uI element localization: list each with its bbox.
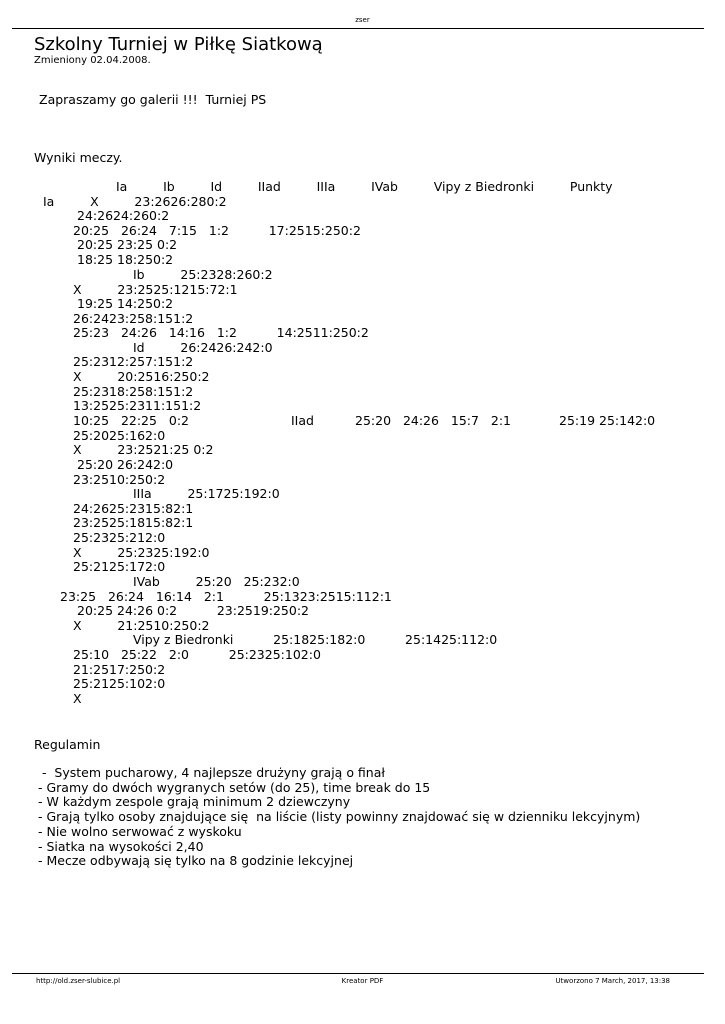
footer-url[interactable]: http://old.zser-slubice.pl bbox=[36, 977, 121, 985]
results-line: 25:19 25:142:0 bbox=[559, 413, 656, 428]
header-rule bbox=[12, 28, 704, 29]
results-line: 20:25 23:25 0:2 bbox=[77, 237, 178, 252]
results-heading: Wyniki meczy. bbox=[34, 150, 123, 165]
footer-rule bbox=[12, 973, 704, 974]
results-line: 24:2625:2315:82:1 bbox=[73, 501, 194, 516]
results-line: 20:25 24:26 0:2 23:2519:250:2 bbox=[77, 603, 310, 618]
results-line: 25:2325:212:0 bbox=[73, 530, 166, 545]
results-line: 10:25 22:25 0:2 bbox=[73, 413, 190, 428]
results-line: X 25:2325:192:0 bbox=[73, 545, 210, 560]
list-item: - Gramy do dwóch wygranych setów (do 25), time break do 15 bbox=[38, 779, 431, 795]
list-item: - System pucharowy, 4 najlepsze drużyny grają o finał bbox=[38, 765, 385, 780]
list-item: - Grają tylko osoby znajdujące się na liście (listy powinny znajdować się w dzienniku lekcyjnym) bbox=[38, 809, 641, 825]
site-label: zser bbox=[355, 16, 370, 24]
results-line: 25:10 25:22 2:0 25:2325:102:0 bbox=[73, 647, 321, 662]
results-line: X 23:2525:1215:72:1 bbox=[73, 282, 238, 297]
modified-date: Zmieniony 02.04.2008. bbox=[34, 55, 151, 66]
results-line: 23:2525:1815:82:1 bbox=[73, 515, 194, 530]
results-line: 25:2025:162:0 bbox=[73, 428, 166, 443]
results-line: Ia Ib Id IIad IIIa IVab Vipy z Biedronki Punkty bbox=[116, 179, 613, 194]
results-line: IVab 25:20 25:232:0 bbox=[133, 574, 300, 589]
results-line: 25:2125:102:0 bbox=[73, 676, 166, 691]
results-line: 25:20 24:26 15:7 2:1 bbox=[355, 413, 511, 428]
results-line: 24:2624:260:2 bbox=[77, 208, 170, 223]
regulations-list bbox=[38, 766, 640, 869]
results-line: 25:23 24:26 14:16 1:2 14:2511:250:2 bbox=[73, 325, 369, 340]
results-line: X 20:2516:250:2 bbox=[73, 369, 210, 384]
results-line: 13:2525:2311:151:2 bbox=[73, 398, 202, 413]
results-line: X 21:2510:250:2 bbox=[73, 618, 210, 633]
results-line: 25:2312:257:151:2 bbox=[73, 354, 194, 369]
footer-creator: Kreator PDF bbox=[341, 977, 384, 985]
gallery-link[interactable]: Zapraszamy go galerii !!! Turniej PS bbox=[39, 92, 267, 107]
results-line: X bbox=[73, 691, 82, 706]
results-line: 25:2318:258:151:2 bbox=[73, 384, 194, 399]
list-item: - Siatka na wysokości 2,40 bbox=[38, 838, 204, 854]
page-title: Szkolny Turniej w Piłkę Siatkową bbox=[34, 34, 323, 55]
results-line: IIIa 25:1725:192:0 bbox=[133, 486, 280, 501]
results-line: 26:2423:258:151:2 bbox=[73, 311, 194, 326]
list-item: - W każdym zespole grają minimum 2 dziewczyny bbox=[38, 794, 351, 810]
results-line: 23:25 26:24 16:14 2:1 25:1323:2515:112:1 bbox=[60, 589, 392, 604]
results-line: IIad bbox=[291, 413, 314, 428]
list-item: - Mecze odbywają się tylko na 8 godzinie lekcyjnej bbox=[38, 853, 354, 869]
results-line: X 23:2521:25 0:2 bbox=[73, 442, 214, 457]
results-line: 25:2125:172:0 bbox=[73, 559, 166, 574]
regulations-heading: Regulamin bbox=[34, 737, 101, 752]
results-line: Id 26:2426:242:0 bbox=[133, 340, 273, 355]
results-line: Vipy z Biedronki 25:1825:182:0 25:1425:112:0 bbox=[133, 632, 498, 647]
results-line: Ib 25:2328:260:2 bbox=[133, 267, 273, 282]
footer-created: Utworzono 7 March, 2017, 13:38 bbox=[555, 977, 670, 985]
results-line: 21:2517:250:2 bbox=[73, 662, 166, 677]
list-item: - Nie wolno serwować z wyskoku bbox=[38, 823, 242, 839]
results-line: Ia X 23:2626:280:2 bbox=[43, 194, 227, 209]
results-line: 25:20 26:242:0 bbox=[77, 457, 174, 472]
results-line: 19:25 14:250:2 bbox=[77, 296, 174, 311]
results-line: 18:25 18:250:2 bbox=[77, 252, 174, 267]
results-line: 20:25 26:24 7:15 1:2 17:2515:250:2 bbox=[73, 223, 361, 238]
results-line: 23:2510:250:2 bbox=[73, 472, 166, 487]
